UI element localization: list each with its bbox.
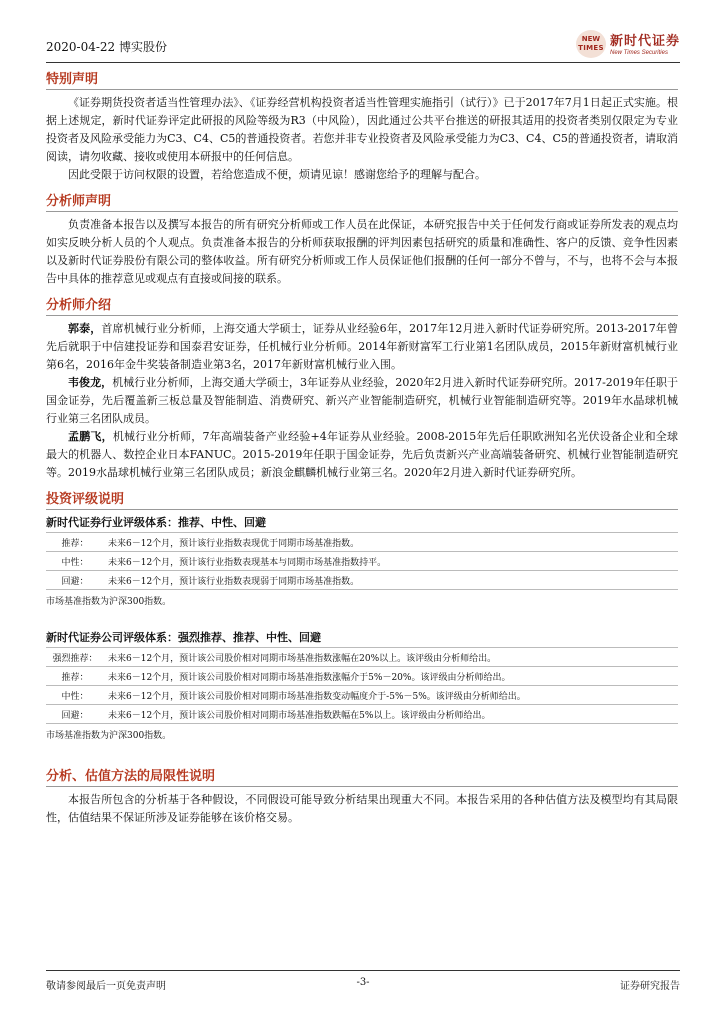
logo-text — [610, 30, 680, 56]
logo-emblem-top: NEW — [581, 35, 601, 43]
header-rule — [46, 62, 680, 63]
special-statement-para-1: 《证券期货投资者适当性管理办法》、《证券经营机构投资者适当性管理实施指引（试行）》已于2017年7月1日起正式实施。根据上述规定，新时代证券评定此研报的风险等级为R3（中风险），因此通过公共平台推送的研报其适用的投资者类别仅限定为专业投资者及风险承受能力为C3、C4、C5的普通投资者。若您并非专业投资者及风险承受能力为C3、C4、C5的普通投资者，请取消阅读，请勿收藏、接收或使用本研报中的任何信息。 — [46, 96, 678, 163]
logo-chinese-name: 新时代证券 — [609, 34, 680, 49]
analyst-bio-text-2: 机械行业分析师，上海交通大学硕士，3年证券从业经验，2020年2月进入新时代证券研究所。2017-2019年任职于国金证券，先后覆盖新三板总量及智能制造、消费研究、新兴产业智能制造研究，机械行业智能制造研究等。2019年水晶球机械行业第三名团队成员。 — [46, 376, 678, 425]
analyst-bio-1 — [46, 320, 678, 374]
rating-description: 未来6－12个月，预计该公司股价相对同期市场基准指数变动幅度介于-5%－5%。该评级由分析师给出。 — [104, 686, 678, 705]
industry-rating-heading: 新时代证券行业评级体系：推荐、中性、回避 — [46, 516, 266, 529]
rating-label: 推荐： — [46, 533, 104, 552]
limitations-title: 分析、估值方法的局限性说明 — [46, 765, 678, 787]
analyst-intro-title: 分析师介绍 — [46, 294, 678, 316]
rating-label: 回避： — [46, 571, 104, 590]
analyst-statement-title: 分析师声明 — [46, 190, 678, 212]
limitations-para: 本报告所包含的分析基于各种假设，不同假设可能导致分析结果出现重大不同。本报告采用的各种估值方法及模型均有其局限性，估值结果不保证所涉及证券能够在该价格交易。 — [46, 793, 678, 824]
analyst-bio-text-3: 机械行业分析师，7年高端装备产业经验+4年证券从业经验。2008-2015年先后任职欧洲知名光伏设备企业和全球最大的机器人、数控企业日本FANUC。2015-2019年任职于国金证券，先后负责新兴产业高端装备研究、机械行业智能制造研究等。2019水晶球机械行业第三名团队成员；新浪金麒麟机械行业第三名。2020年2月进入新时代证券研究所。 — [46, 430, 678, 479]
special-statement-title: 特别声明 — [46, 68, 678, 90]
company-benchmark-note: 市场基准指数为沪深300指数。 — [46, 731, 172, 741]
rating-description: 未来6－12个月，预计该行业指数表现基本与同期市场基准指数持平。 — [104, 552, 678, 571]
table-row — [46, 533, 678, 552]
page-header — [46, 34, 680, 62]
special-statement-para-2: 因此受限于访问权限的设置，若给您造成不便，烦请见谅！感谢您给予的理解与配合。 — [68, 168, 486, 181]
rating-label: 回避： — [46, 705, 104, 724]
table-row — [46, 667, 678, 686]
rating-description: 未来6－12个月，预计该行业指数表现优于同期市场基准指数。 — [104, 533, 678, 552]
company-rating-heading: 新时代证券公司评级体系：强烈推荐、推荐、中性、回避 — [46, 631, 321, 644]
rating-description: 未来6－12个月，预计该公司股价相对同期市场基准指数涨幅在20%以上。该评级由分析师给出。 — [104, 648, 678, 667]
rating-label: 推荐： — [46, 667, 104, 686]
table-row — [46, 552, 678, 571]
rating-description: 未来6－12个月，预计该公司股价相对同期市场基准指数跌幅在5%以上。该评级由分析师给出。 — [104, 705, 678, 724]
logo-emblem-bottom: TIMES — [578, 44, 604, 52]
industry-benchmark-note: 市场基准指数为沪深300指数。 — [46, 597, 172, 607]
table-row — [46, 705, 678, 724]
header-date-stock: 2020-04-22 博实股份 — [46, 40, 168, 54]
analyst-name-3: 孟鹏飞， — [68, 430, 113, 443]
analyst-statement-para: 负责准备本报告以及撰写本报告的所有研究分析师或工作人员在此保证，本研究报告中关于任何发行商或证券所发表的观点均如实反映分析人员的个人观点。负责准备本报告的分析师获取报酬的评判因素包括研究的质量和准确性、客户的反馈、竞争性因素以及新时代证券股份有限公司的整体收益。所有研究分析师或工作人员保证他们报酬的任何一部分不曾与，不与，也将不会与本报告中具体的推荐意见或观点有直接或间接的联系。 — [46, 218, 678, 285]
analyst-bio-3 — [46, 428, 678, 482]
ratings-title: 投资评级说明 — [46, 488, 678, 510]
rating-label: 中性： — [46, 552, 104, 571]
company-logo — [576, 30, 680, 58]
rating-label: 中性： — [46, 686, 104, 705]
logo-english-name: New Times Securities — [609, 50, 668, 56]
analyst-name-2: 韦俊龙， — [68, 376, 113, 389]
page-content — [46, 68, 678, 827]
analyst-name-1: 郭泰， — [68, 322, 102, 335]
footer-report-type: 证券研究报告 — [620, 981, 680, 992]
page-number: -3- — [356, 977, 370, 988]
industry-rating-table — [46, 532, 678, 590]
table-row — [46, 571, 678, 590]
analyst-bio-text-1: 首席机械行业分析师，上海交通大学硕士，证券从业经验6年，2017年12月进入新时代证券研究所。2013-2017年曾先后就职于中信建投证券和国泰君安证券，任机械行业分析师。2014年新财富军工行业第1名团队成员，2015年新财富机械行业第6名，2016年金牛奖装备制造业第3名，2017年新财富机械行业入围。 — [46, 322, 679, 371]
company-rating-table — [46, 647, 678, 724]
table-row — [46, 648, 678, 667]
rating-description: 未来6－12个月，预计该行业指数表现弱于同期市场基准指数。 — [104, 571, 678, 590]
page-footer — [46, 970, 680, 992]
analyst-bio-2 — [46, 374, 678, 428]
rating-label: 强烈推荐： — [46, 648, 104, 667]
rating-description: 未来6－12个月，预计该公司股价相对同期市场基准指数涨幅介于5%－20%。该评级由分析师给出。 — [104, 667, 678, 686]
logo-emblem — [576, 30, 606, 58]
table-row — [46, 686, 678, 705]
footer-disclaimer-ref: 敬请参阅最后一页免责声明 — [46, 981, 166, 992]
